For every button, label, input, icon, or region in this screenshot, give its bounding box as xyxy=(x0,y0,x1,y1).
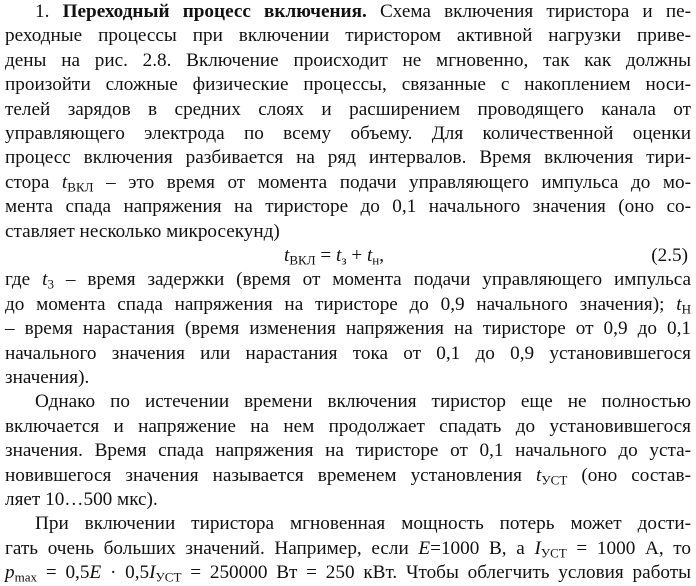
text-run: – это время от момента подачи управляющего импульса до мо- xyxy=(93,171,691,193)
subscript: max xyxy=(14,569,38,585)
subscript: Н xyxy=(681,301,691,317)
subscript: ВКЛ xyxy=(289,252,316,268)
plus-sign: + xyxy=(346,245,367,266)
text-run: где xyxy=(5,269,43,291)
text-run: новившегося значения называется временем установления xyxy=(5,464,537,486)
text-line: процесс включения разбивается на ряд интервалов. Время включения тири- xyxy=(5,147,691,169)
text-line: мента спада напряжения на тиристоре до 0,1 начального значения (оно со- xyxy=(5,196,691,218)
text-run: Схема включения тиристора и пе- xyxy=(366,1,692,22)
subscript: 3 xyxy=(47,277,54,293)
variable: t xyxy=(536,464,542,486)
equals-sign: = xyxy=(315,245,337,266)
variable: E xyxy=(89,562,102,584)
text-line: значения). xyxy=(5,367,90,388)
variable: t xyxy=(336,245,342,266)
variable: t xyxy=(676,293,682,315)
text-line: реходные процессы при включении тиристором активной нагрузки приве- xyxy=(5,25,691,47)
list-number: 1. xyxy=(35,1,63,22)
text-line xyxy=(5,537,691,561)
equation-2-5 xyxy=(284,244,384,268)
variable: t xyxy=(284,245,290,266)
text-run: =1000 В, а xyxy=(430,537,535,559)
variable: I xyxy=(149,562,156,584)
subscript: н xyxy=(372,252,380,268)
text-run: = 0,5 xyxy=(37,562,90,584)
text-line: ляет 10…500 мкс). xyxy=(5,489,158,510)
text-line: значения. Время спада напряжения на тиристоре от 0,1 начального до уста- xyxy=(5,440,691,462)
text-line: телей зарядов в средних слоях и расширением проводящего канала от xyxy=(5,98,691,120)
text-line: управляющего электрода по всему объему. Для количественной оценки xyxy=(5,123,691,144)
subscript: УСТ xyxy=(540,545,567,561)
variable: t xyxy=(42,269,48,291)
text-run: гать очень больших значений. Например, если xyxy=(5,537,419,559)
text-line: начального значения или нарастания тока от 0,1 до 0,9 установившегося xyxy=(5,342,691,364)
paragraph-heading-line xyxy=(35,0,691,24)
subscript: УСТ xyxy=(541,472,568,488)
text-line: – время нарастания (время изменения напряжения на тиристоре от 0,9 до 0,1 xyxy=(5,318,691,340)
text-line: произойти сложные физические процессы, связанные с накоплением носи- xyxy=(5,74,691,96)
text-run: до момента спада напряжения на тиристоре до 0,9 начального значения); xyxy=(5,293,677,315)
text-run: = 250000 Вт = 250 кВт. Чтобы облегчить условия работы xyxy=(181,562,692,584)
subscript: УСТ xyxy=(155,569,182,585)
text-line: ставляет несколько микросекунд) xyxy=(5,220,280,242)
paragraph-first-line: При включении тиристора мгновенная мощность потерь может дости- xyxy=(35,513,691,535)
variable: E xyxy=(418,537,431,559)
paragraph-first-line: Однако по истечении времени включения тиристор еще не полностью xyxy=(35,391,691,413)
text-run: · 0,5 xyxy=(101,562,150,584)
subscript: ВКЛ xyxy=(67,179,94,195)
text-line xyxy=(5,561,691,585)
text-line xyxy=(5,464,691,488)
text-run: стора xyxy=(5,171,62,193)
text-run: – время задержки (время от момента подачи управляющего импульса xyxy=(53,269,691,291)
text-line xyxy=(5,171,691,195)
text-run: = 1000 А, то xyxy=(566,537,692,559)
variable: I xyxy=(534,537,541,559)
text-line: включается и напряжение на нем продолжает спадать до установившегося xyxy=(5,415,691,437)
text-run: (оно состав- xyxy=(567,464,691,486)
section-heading: Переходный процесс включения. xyxy=(62,1,367,22)
punctuation: , xyxy=(379,245,385,266)
text-line xyxy=(5,268,691,292)
subscript: з xyxy=(341,252,347,268)
equation-number: (2.5) xyxy=(651,245,688,266)
text-line xyxy=(5,293,691,317)
text-line: дены на рис. 2.8. Включение происходит не мгновенно, так как должны xyxy=(5,49,691,71)
variable: t xyxy=(61,171,68,193)
variable: p xyxy=(5,562,15,584)
variable: t xyxy=(366,245,373,266)
